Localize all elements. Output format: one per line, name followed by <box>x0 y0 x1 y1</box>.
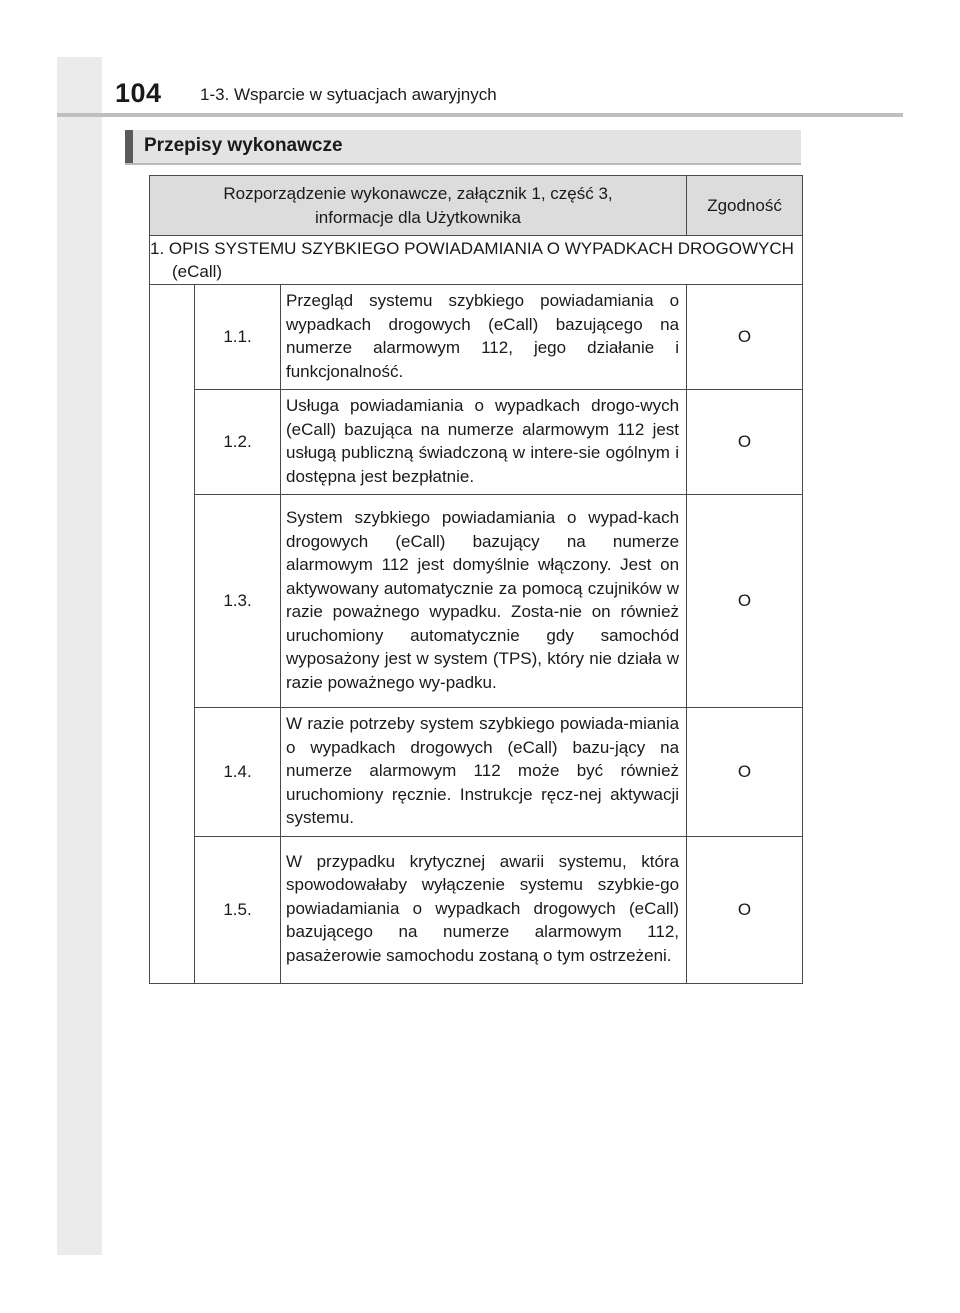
row-compliance: O <box>687 285 803 390</box>
table-row <box>150 836 803 983</box>
section-title: Przepisy wykonawcze <box>144 135 343 156</box>
group-heading-cell <box>150 236 803 285</box>
row-compliance: O <box>687 390 803 495</box>
table-row <box>150 390 803 495</box>
row-number: 1.1. <box>195 285 281 390</box>
row-compliance: O <box>687 836 803 983</box>
row-number: 1.4. <box>195 708 281 837</box>
row-description: Przegląd systemu szybkiego powiadamiania o wypadkach drogowych (eCall) bazującego na numerze alarmowym 112, jego działanie i funkcjonalność. <box>281 285 687 390</box>
group-heading: 1. OPIS SYSTEMU SZYBKIEGO POWIADAMIANIA O WYPADKACH DROGOWYCH (eCall) <box>150 238 794 281</box>
indent-cell <box>150 285 195 984</box>
row-description: Usługa powiadamiania o wypadkach drogo-wych (eCall) bazująca na numerze alarmowym 112 jest usługą publiczną świadczoną w intere-sie ogólnym i dostępna jest bezpłatnie. <box>281 390 687 495</box>
row-compliance: O <box>687 708 803 837</box>
table-row <box>150 495 803 708</box>
compliance-column-header: Zgodność <box>687 176 803 236</box>
table-row <box>150 708 803 837</box>
side-margin-strip <box>57 57 102 1255</box>
header-divider <box>57 113 903 117</box>
section-title-bar <box>125 130 801 165</box>
regulation-column-header: Rozporządzenie wykonawcze, załącznik 1, część 3, informacje dla Użytkownika <box>150 176 687 236</box>
regulations-table <box>149 175 803 984</box>
page-number: 104 <box>115 78 162 108</box>
row-number: 1.2. <box>195 390 281 495</box>
table-header-row <box>150 176 803 236</box>
page-header <box>115 78 905 118</box>
row-compliance: O <box>687 495 803 708</box>
table-row <box>150 285 803 390</box>
row-description: System szybkiego powiadamiania o wypad-kach drogowych (eCall) bazujący na numerze alarmowym 112 jest domyślnie włączony. Jest on aktywowany automatycznie za pomocą czujników w razie poważnego wypadku. Zosta-nie on również uruchomiony automatycznie gdy samochód wyposażony jest w system (TPS), który nie działa w razie poważnego wy-padku. <box>281 495 687 708</box>
row-description: W przypadku krytycznej awarii systemu, która spowodowałaby wyłączenie systemu szybkie-go powiadamiania o wypadkach drogowych (eCall) bazującego na numerze alarmowym 112, pasażerowie samochodu zostaną o tym ostrzeżeni. <box>281 836 687 983</box>
row-number: 1.5. <box>195 836 281 983</box>
row-description: W razie potrzeby system szybkiego powiada-miania o wypadkach drogowych (eCall) bazu-jący na numerze alarmowym 112 może być również uruchomiony ręcznie. Instrukcje ręcz-nej aktywacji systemu. <box>281 708 687 837</box>
row-number: 1.3. <box>195 495 281 708</box>
section-breadcrumb: 1-3. Wsparcie w sytuacjach awaryjnych <box>200 85 497 104</box>
title-accent-block <box>125 130 133 163</box>
group-heading-row <box>150 236 803 285</box>
